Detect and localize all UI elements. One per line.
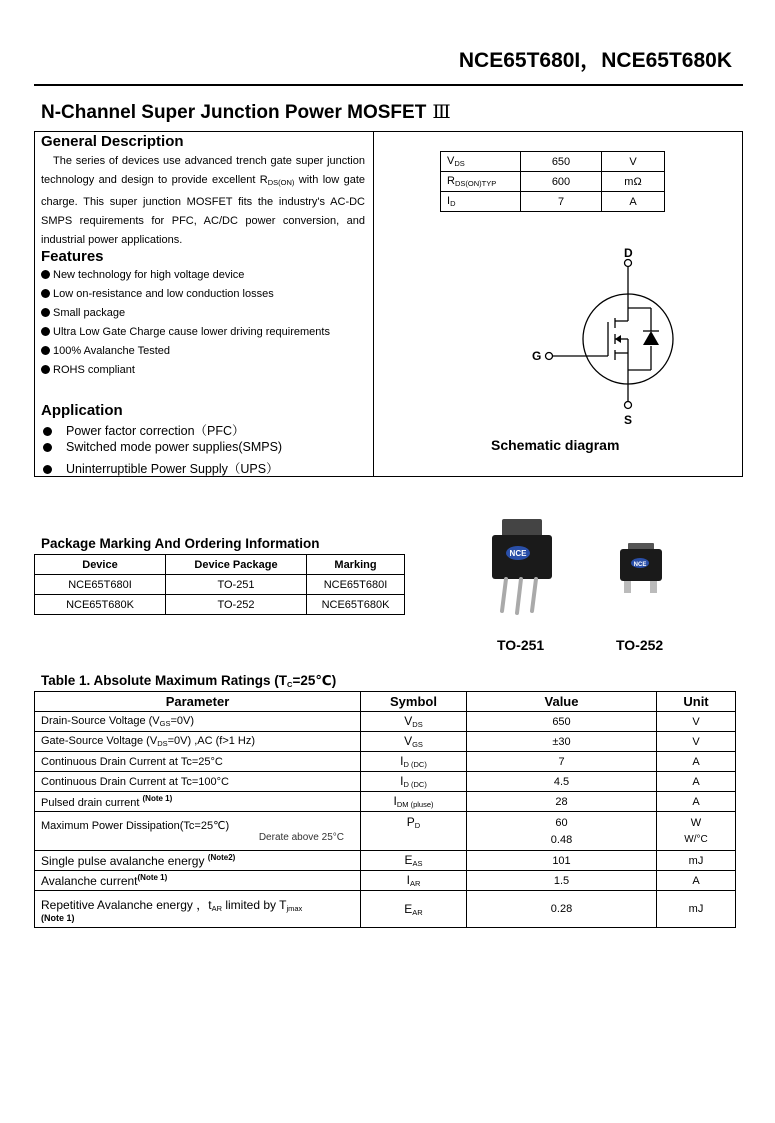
symbol-cell: $V_{GS}$ <box>361 732 467 752</box>
parameter-cell: Continuous Drain Current at Tc=100°C <box>35 772 361 792</box>
package-cell: TO-251 <box>166 575 307 595</box>
marking-cell: NCE65T680K <box>307 595 405 615</box>
source-terminal <box>625 402 632 409</box>
to251-label: TO-251 <box>497 637 545 653</box>
lead <box>517 579 521 613</box>
symbol-cell: $I_{DM (pluse)}$ <box>361 792 467 812</box>
table-row <box>35 891 736 928</box>
page-title-roman: Ⅲ <box>432 101 451 123</box>
application-item <box>43 440 282 454</box>
source-label: S <box>624 413 633 427</box>
parameter-cell: Single pulse avalanche energy $^{(Note2)}$ <box>35 851 361 871</box>
feature-item <box>41 326 330 338</box>
general-description-text <box>41 152 365 250</box>
feature-item <box>41 307 125 319</box>
schematic-caption: Schematic diagram <box>491 437 620 453</box>
value-cell: 28 <box>467 792 657 812</box>
table-row <box>441 152 665 172</box>
header-rule <box>34 84 743 86</box>
feature-item <box>41 345 170 357</box>
absolute-max-ratings-table <box>34 691 736 928</box>
application-item <box>43 421 245 439</box>
table-row <box>35 752 736 772</box>
application-item <box>43 459 279 477</box>
unit-cell: mJ <box>657 891 736 928</box>
spec-value: 7 <box>521 192 602 212</box>
unit-cell: A <box>657 752 736 772</box>
channel-arrow <box>615 335 621 343</box>
symbol-cell: $V_{DS}$ <box>361 712 467 732</box>
spec-unit: A <box>602 192 665 212</box>
key-spec-table <box>440 151 665 212</box>
general-description-heading: General Description <box>41 133 184 150</box>
table-header-row <box>35 555 405 575</box>
spec-symbol: $V_{DS}$ <box>441 152 521 172</box>
table-row <box>35 732 736 752</box>
package-table <box>34 554 405 615</box>
lead <box>502 579 506 611</box>
drain-label: D <box>624 246 633 260</box>
document-header-title: NCE65T680I，NCE65T680K <box>458 49 732 72</box>
symbol-cell: $P_D$ <box>361 812 467 851</box>
unit-cell: A <box>657 792 736 812</box>
ratings-table-title: Table 1. Absolute Maximum Ratings $(T_C=25℃)$ <box>41 673 337 689</box>
gate-label: G <box>532 349 542 363</box>
application-text: Power factor correction（PFC） <box>66 424 245 438</box>
column-header: Value <box>467 692 657 712</box>
symbol-cell: $E_{AR}$ <box>361 891 467 928</box>
unit-cell: W W/°C <box>657 812 736 851</box>
bullet-icon <box>41 270 50 279</box>
lead <box>624 581 631 593</box>
marking-cell: NCE65T680I <box>307 575 405 595</box>
package-section-title: Package Marking And Ordering Information <box>41 536 320 551</box>
value-cell: ±30 <box>467 732 657 752</box>
table-row <box>35 595 405 615</box>
parameter-cell: Maximum Power Dissipation(Tc=25℃) Derate above 25°C <box>35 812 361 851</box>
symbol-cell: $I_{AR}$ <box>361 871 467 891</box>
description-part-1: The series of devices use advanced trench gate super junction technology and design to provide excellent R <box>41 155 365 187</box>
table-row <box>35 712 736 732</box>
unit-cell: V <box>657 712 736 732</box>
bullet-icon <box>41 327 50 336</box>
to251-package-image <box>488 517 558 617</box>
parameter-cell: Drain-Source Voltage $(V_{GS}=0V)$ <box>35 712 361 732</box>
page-title-text: N-Channel Super Junction Power MOSFET <box>41 102 427 123</box>
application-text: Uninterruptible Power Supply（UPS） <box>66 462 279 476</box>
feature-text: Low on-resistance and low conduction losses <box>53 288 274 300</box>
feature-text: 100% Avalanche Tested <box>53 345 171 357</box>
features-heading: Features <box>41 248 104 265</box>
table-row <box>35 792 736 812</box>
column-header: Symbol <box>361 692 467 712</box>
gate-terminal <box>546 353 553 360</box>
table-row <box>441 192 665 212</box>
unit-cell: A <box>657 772 736 792</box>
value-cell: 7 <box>467 752 657 772</box>
overview-divider <box>373 131 374 477</box>
column-header: Parameter <box>35 692 361 712</box>
value-cell: 1.5 <box>467 871 657 891</box>
spec-unit: V <box>602 152 665 172</box>
bullet-icon <box>43 465 52 474</box>
spec-value: 650 <box>521 152 602 172</box>
bullet-icon <box>41 308 50 317</box>
lead <box>532 579 536 611</box>
column-header: Marking <box>307 555 405 575</box>
application-heading: Application <box>41 402 123 419</box>
bullet-icon <box>43 427 52 436</box>
unit-cell: V <box>657 732 736 752</box>
table-row <box>35 772 736 792</box>
unit-cell: A <box>657 871 736 891</box>
logo-text: NCE <box>509 549 527 558</box>
spec-symbol: $I_D$ <box>441 192 521 212</box>
diode-arrow <box>643 331 659 345</box>
table-row <box>35 575 405 595</box>
spec-unit: mΩ <box>602 172 665 192</box>
application-text: Switched mode power supplies(SMPS) <box>66 440 283 454</box>
parameter-cell: Pulsed drain current $^{(Note 1)}$ <box>35 792 361 812</box>
logo-text: NCE <box>633 562 647 568</box>
table-row <box>35 871 736 891</box>
bullet-icon <box>41 365 50 374</box>
feature-item <box>41 269 244 281</box>
unit-cell: mJ <box>657 851 736 871</box>
table-row <box>441 172 665 192</box>
feature-item <box>41 364 135 376</box>
bullet-icon <box>43 443 52 452</box>
table-row <box>35 851 736 871</box>
column-header: Device Package <box>166 555 307 575</box>
value-cell: 0.28 <box>467 891 657 928</box>
feature-text: Small package <box>53 307 126 319</box>
lead <box>650 581 657 593</box>
feature-text: New technology for high voltage device <box>53 269 245 281</box>
bullet-icon <box>41 289 50 298</box>
value-cell: 101 <box>467 851 657 871</box>
description-part-2: with low gate charge. This super junction MOSFET fits the industry's AC-DC SMPS requirements for PFC, AC/DC power conversion, and industrial power applications. <box>41 174 365 247</box>
parameter-cell: Continuous Drain Current at Tc=25°C <box>35 752 361 772</box>
bullet-icon <box>41 346 50 355</box>
symbol-cell: $I_{D (DC)}$ <box>361 752 467 772</box>
value-cell: 650 <box>467 712 657 732</box>
parameter-cell: Gate-Source Voltage $(V_{DS}=0V)$ ,AC (f>1 Hz) <box>35 732 361 752</box>
parameter-cell: Repetitive Avalanche energy ，$t_{AR}$ limited by $T_{jmax}$ (Note 1) <box>35 891 361 928</box>
spec-value: 600 <box>521 172 602 192</box>
column-header: Unit <box>657 692 736 712</box>
symbol-cell: $I_{D (DC)}$ <box>361 772 467 792</box>
package-cell: TO-252 <box>166 595 307 615</box>
to252-label: TO-252 <box>616 637 664 653</box>
value-cell: 4.5 <box>467 772 657 792</box>
page-title <box>41 101 451 124</box>
drain-terminal <box>625 260 632 267</box>
feature-text: ROHS compliant <box>53 364 135 376</box>
derate-note: Derate above 25°C <box>258 832 344 843</box>
column-header: Device <box>35 555 166 575</box>
table-header-row <box>35 692 736 712</box>
to252-package-image <box>616 541 666 601</box>
table-row <box>35 812 736 851</box>
parameter-cell: Avalanche current$^{(Note 1)}$ <box>35 871 361 891</box>
spec-symbol: $R_{DS(ON)TYP}$ <box>441 172 521 192</box>
device-cell: NCE65T680K <box>35 595 166 615</box>
mosfet-schematic <box>524 244 694 434</box>
symbol-cell: $E_{AS}$ <box>361 851 467 871</box>
feature-item <box>41 288 274 300</box>
device-cell: NCE65T680I <box>35 575 166 595</box>
value-cell: 60 0.48 <box>467 812 657 851</box>
feature-text: Ultra Low Gate Charge cause lower driving requirements <box>53 326 330 338</box>
description-rdson-sub: DS(ON) <box>267 178 295 188</box>
